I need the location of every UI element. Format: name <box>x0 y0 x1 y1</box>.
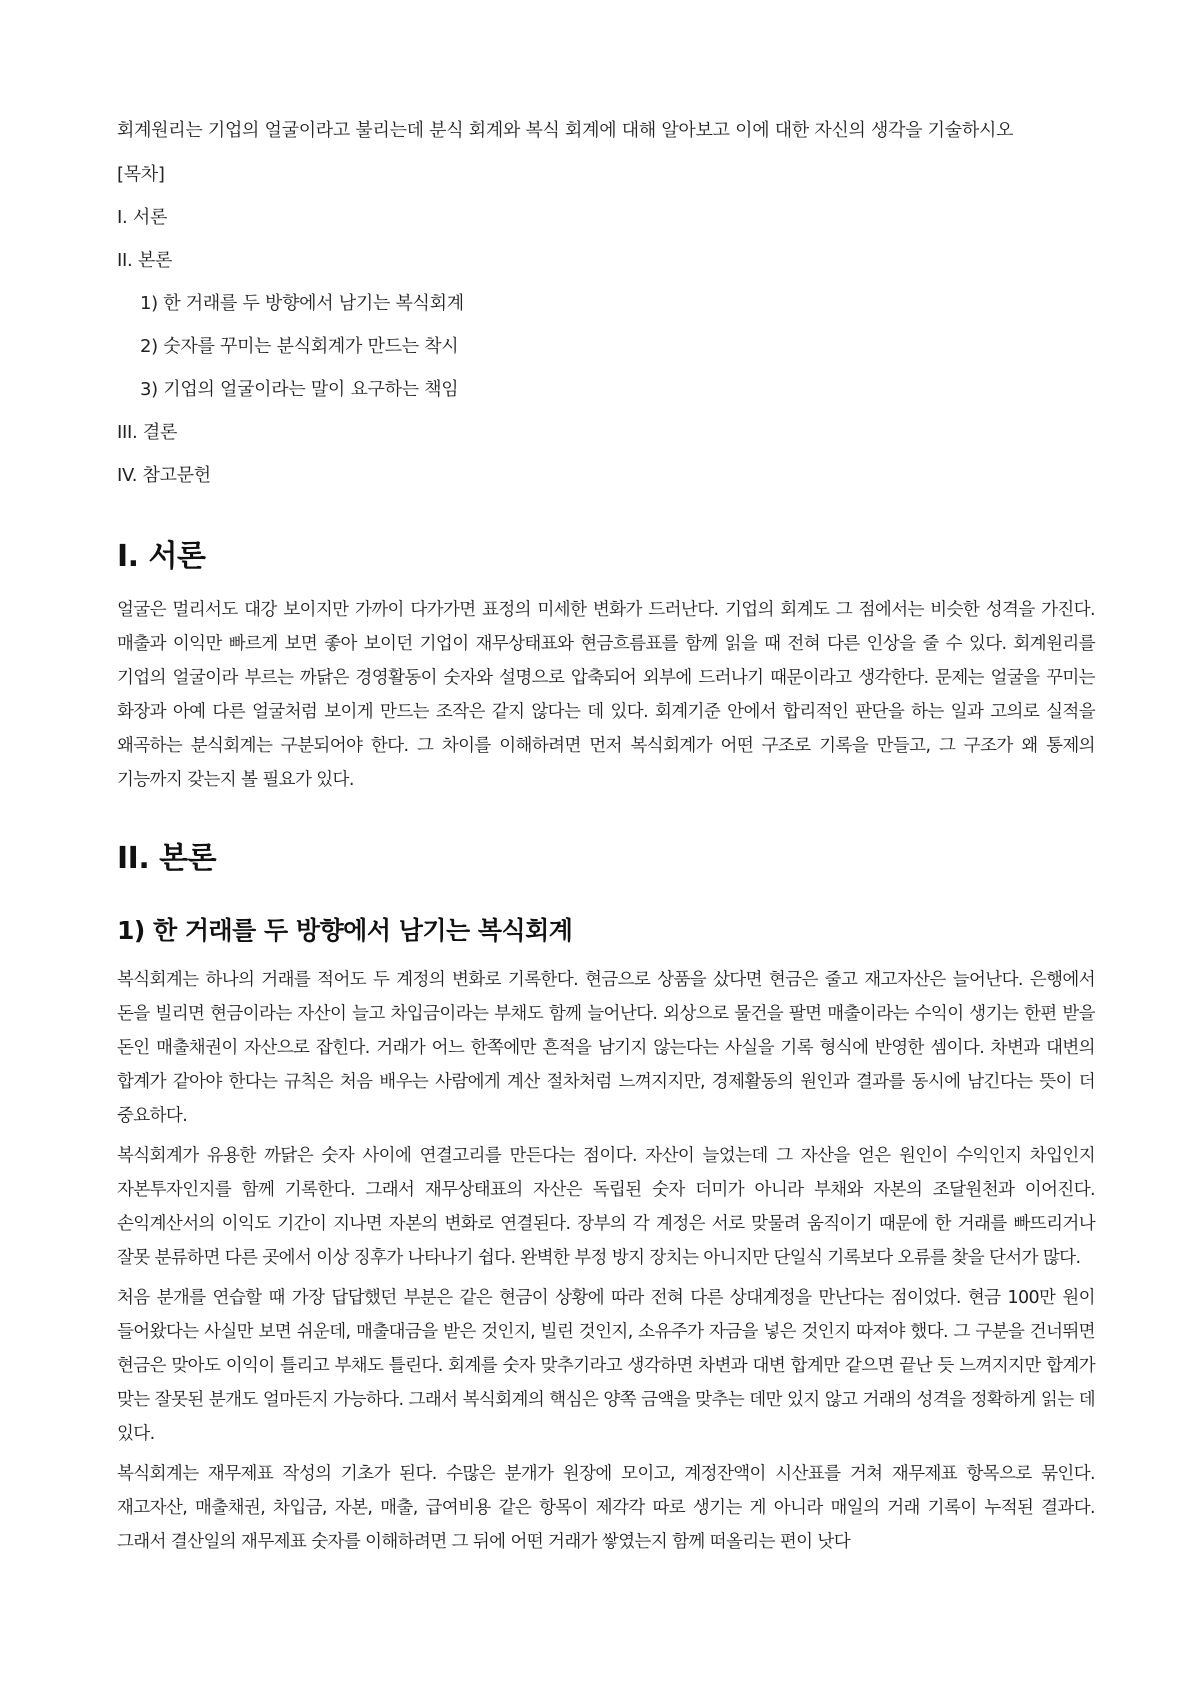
toc-title: [목차] <box>117 164 165 185</box>
assignment-prompt: 회계원리는 기업의 얼굴이라고 불리는데 분식 회계와 복식 회계에 대해 알아보고 이에 대한 자신의 생각을 기술하시오 <box>117 120 1014 141</box>
body-paragraph: 복식회계가 유용한 까닭은 숫자 사이에 연결고리를 만든다는 점이다. 자산이 늘었는데 그 자산을 얻은 원인이 수익인지 차입인지 자본투자인지를 함께 기록한다. 그래서 재무상태표의 자산은 독립된 숫자 더미가 아니라 부채와 자본의 조달원천과 이어진다. 손익계산서의 이익도 기간이 지나면 자본의 변화로 연결된다. 장부의 각 계정은 서로 맞물려 움직이기 때문에 한 거래를 빠뜨리거나 잘못 분류하면 다른 곳에서 이상 징후가 나타나기 쉽다. 완벽한 부정 방지 장치는 아니지만 단일식 기록보다 오류를 찾을 단서가 많다. <box>117 1146 1095 1268</box>
toc-item-conclusion: III. 결론 <box>117 422 178 443</box>
body-paragraph: 복식회계는 하나의 거래를 적어도 두 계정의 변화로 기록한다. 현금으로 상품을 샀다면 현금은 줄고 재고자산은 늘어난다. 은행에서 돈을 빌리면 현금이라는 자산이 늘고 차입금이라는 부채도 함께 늘어난다. 외상으로 물건을 팔면 매출이라는 수익이 생기는 한편 받을 돈인 매출채권이 자산으로 잡힌다. 거래가 어느 한쪽에만 흔적을 남기지 않는다는 사실을 기록 형식에 반영한 셈이다. 차변과 대변의 합계가 같아야 한다는 규칙은 처음 배우는 사람에게 계산 절차처럼 느껴지지만, 경제활동의 원인과 결과를 동시에 남긴다는 뜻이 더 중요하다. <box>117 970 1095 1126</box>
body-paragraph: 복식회계는 재무제표 작성의 기초가 된다. 수많은 분개가 원장에 모이고, 계정잔액이 시산표를 거쳐 재무제표 항목으로 묶인다. 재고자산, 매출채권, 차입금, 자본, 매출, 급여비용 같은 항목이 제각각 따로 생기는 게 아니라 매일의 거래 기록이 누적된 결과다. 그래서 결산일의 재무제표 숫자를 이해하려면 그 뒤에 어떤 거래가 쌓였는지 함께 떠올리는 편이 낫다 <box>117 1464 1095 1552</box>
table-of-contents <box>117 156 1095 495</box>
intro-paragraph: 얼굴은 멀리서도 대강 보이지만 가까이 다가가면 표정의 미세한 변화가 드러난다. 기업의 회계도 그 점에서는 비슷한 성격을 가진다. 매출과 이익만 빠르게 보면 좋아 보이던 기업이 재무상태표와 현금흐름표를 함께 읽을 때 전혀 다른 인상을 줄 수 있다. 회계원리를 기업의 얼굴이라 부르는 까닭은 경영활동이 숫자와 설명으로 압축되어 외부에 드러나기 때문이라고 생각한다. 문제는 얼굴을 꾸미는 화장과 아예 다른 얼굴처럼 보이게 만드는 조작은 같지 않다는 데 있다. 회계기준 안에서 합리적인 판단을 하는 일과 고의로 실적을 왜곡하는 분식회계는 구분되어야 한다. 그 차이를 이해하려면 먼저 복식회계가 어떤 구조로 기록을 만들고, 그 구조가 왜 통제의 기능까지 갖는지 볼 필요가 있다. <box>117 600 1095 790</box>
toc-item-intro: I. 서론 <box>117 207 168 228</box>
body-heading: II. 본론 <box>117 841 217 876</box>
body-paragraph: 처음 분개를 연습할 때 가장 답답했던 부분은 같은 현금이 상황에 따라 전혀 다른 상대계정을 만난다는 점이었다. 현금 100만 원이 들어왔다는 사실만 보면 쉬운데, 매출대금을 받은 것인지, 빌린 것인지, 소유주가 자금을 넣은 것인지 따져야 했다. 그 구분을 건너뛰면 현금은 맞아도 이익이 틀리고 부채도 틀린다. 회계를 숫자 맞추기라고 생각하면 차변과 대변 합계만 같으면 끝난 듯 느껴지지만 합계가 맞는 잘못된 분개도 얼마든지 가능하다. 그래서 복식회계의 핵심은 양쪽 금액을 맞추는 데만 있지 않고 거래의 성격을 정확하게 읽는 데 있다. <box>117 1288 1095 1444</box>
toc-subitem-3: 3) 기업의 얼굴이라는 말이 요구하는 책임 <box>140 379 459 400</box>
subsection-1-heading: 1) 한 거래를 두 방향에서 남기는 복식회계 <box>117 916 573 945</box>
toc-item-references: IV. 참고문헌 <box>117 465 211 486</box>
toc-subitem-2: 2) 숫자를 꾸미는 분식회계가 만드는 착시 <box>140 336 459 357</box>
intro-heading: I. 서론 <box>117 539 206 574</box>
toc-item-body: II. 본론 <box>117 250 173 271</box>
document-page <box>117 112 1095 1565</box>
toc-subitem-1: 1) 한 거래를 두 방향에서 남기는 복식회계 <box>140 293 464 314</box>
